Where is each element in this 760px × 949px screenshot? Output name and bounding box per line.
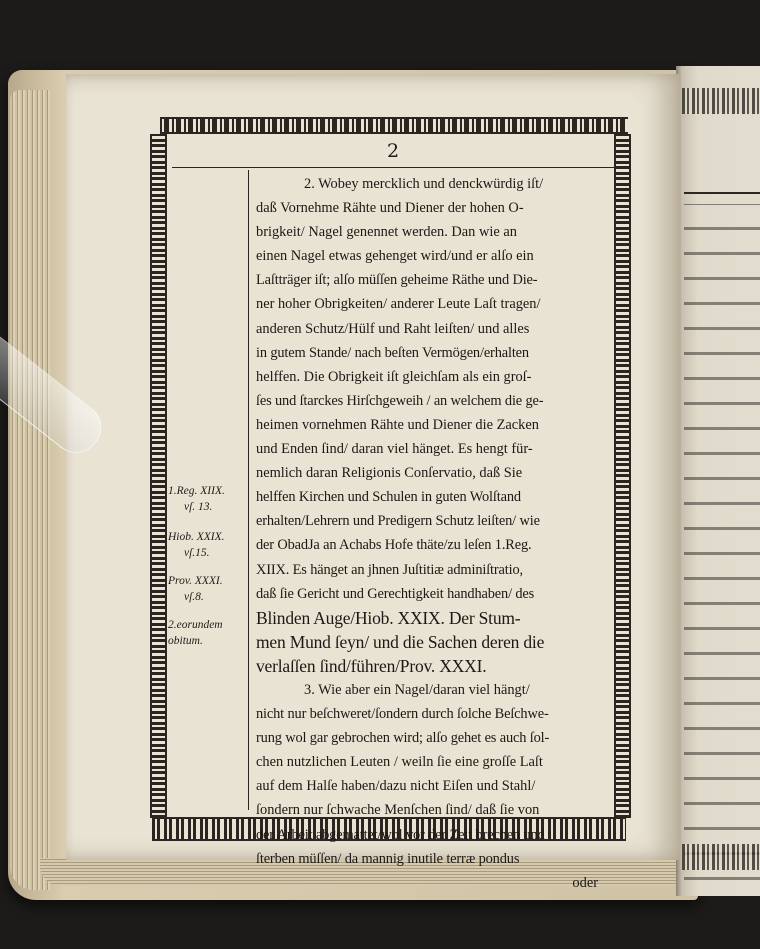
text-line: daß ſie Gericht und Gerechtigkeit handhaben/ des bbox=[256, 585, 535, 602]
header-rule bbox=[172, 167, 614, 168]
facing-page-ornament-top bbox=[682, 88, 760, 114]
text-line: Blinden Auge/Hiob. XXIX. Der Stum- bbox=[256, 607, 521, 628]
text-line: verlaſſen ſind/führen/Prov. XXXI. bbox=[256, 655, 487, 676]
facing-page-ornament-bottom bbox=[682, 844, 760, 870]
text-line: auf dem Halſe haben/dazu nicht Eiſen und Stahl/ bbox=[256, 778, 536, 795]
body-text bbox=[256, 172, 616, 895]
text-line: einen Nagel etwas gehenget wird/und er alſo ein bbox=[256, 248, 534, 265]
text-line: nicht nur beſchweret/ſondern durch ſolche Beſchwe- bbox=[256, 706, 549, 723]
text-line: anderen Schutz/Hülf und Raht leiſten/ und alles bbox=[256, 320, 530, 337]
text-line: brigkeit/ Nagel genennet werden. Dan wie an bbox=[256, 224, 517, 241]
facing-page-text-lines bbox=[684, 204, 760, 894]
ornament-border-top bbox=[160, 117, 628, 134]
margin-note-ref: Prov. XXXI. bbox=[168, 575, 223, 587]
text-line: und Enden ſind/ daran viel hänget. Es hengt für- bbox=[256, 441, 533, 458]
text-line: helffen. Die Obrigkeit iſt gleichſam als ein groſ- bbox=[256, 368, 532, 385]
margin-note bbox=[168, 529, 246, 561]
text-line: ſondern nur ſchwache Menſchen ſind/ daß ſie von bbox=[256, 802, 540, 819]
page-edges-left bbox=[10, 90, 50, 890]
text-line: der Arbeit abgemattet/wol vor der Zeit brechen und bbox=[256, 826, 545, 843]
margin-note-verse: vſ.8. bbox=[184, 591, 204, 603]
text-line: heimen vornehmen Rähte und Diener die Zacken bbox=[256, 416, 539, 433]
text-line: 2. Wobey mercklich und denckwürdig iſt/ bbox=[304, 176, 544, 192]
ornament-border-left bbox=[150, 134, 167, 818]
margin-note bbox=[168, 483, 246, 515]
margin-note bbox=[168, 617, 246, 649]
margin-note-ref: obitum. bbox=[168, 635, 203, 647]
margin-note-verse: vſ. 13. bbox=[184, 501, 213, 513]
text-line: daß Vornehme Rähte und Diener der hohen O- bbox=[256, 200, 524, 217]
margin-column-rule bbox=[248, 170, 249, 810]
text-line: helffen Kirchen und Schulen in guten Wolſtand bbox=[256, 489, 521, 506]
catchword: oder bbox=[572, 874, 598, 891]
text-line: ner hoher Obrigkeiten/ anderer Leute Laſt tragen/ bbox=[256, 296, 541, 313]
text-line: Laſtträger iſt; alſo müſſen geheime Räthe und Die- bbox=[256, 272, 538, 289]
facing-page-right bbox=[676, 66, 760, 896]
text-line: der ObadJa an Achabs Hofe thäte/zu leſen 1.Reg. bbox=[256, 537, 532, 554]
margin-note-ref: Hiob. XXIX. bbox=[168, 531, 225, 543]
margin-note-verse: vſ.15. bbox=[184, 547, 210, 559]
text-line: chen nutzlichen Leuten / weiln ſie eine groſſe Laſt bbox=[256, 754, 543, 771]
text-line: rung wol gar gebrochen wird; alſo gehet es auch ſol- bbox=[256, 730, 550, 747]
margin-note bbox=[168, 573, 246, 605]
margin-note-ref: 1.Reg. XIIX. bbox=[168, 485, 225, 497]
facing-page-rule bbox=[684, 192, 760, 194]
margin-note-ref: 2.eorundem bbox=[168, 619, 223, 631]
ornament-border-right bbox=[614, 134, 631, 818]
page-number: 2 bbox=[386, 140, 400, 162]
text-line: ſes und ſtarckes Hirſchgeweih / an welchem die ge- bbox=[256, 392, 544, 409]
text-line: in gutem Stande/ nach beſten Vermögen/erhalten bbox=[256, 344, 529, 361]
text-line: XIIX. Es hänget an jhnen Juſtitiæ adminiſtratio, bbox=[256, 561, 523, 578]
text-line: nemlich daran Religionis Conſervatio, daß Sie bbox=[256, 465, 523, 482]
margin-notes bbox=[168, 483, 246, 659]
text-line: ſterben müſſen/ da mannig inutile terræ pondus bbox=[256, 850, 520, 867]
text-line: 3. Wie aber ein Nagel/daran viel hängt/ bbox=[304, 681, 530, 698]
text-line: men Mund ſeyn/ und die Sachen deren die bbox=[256, 631, 545, 652]
text-line: erhalten/Lehrern und Predigern Schutz leiſten/ wie bbox=[256, 513, 540, 530]
